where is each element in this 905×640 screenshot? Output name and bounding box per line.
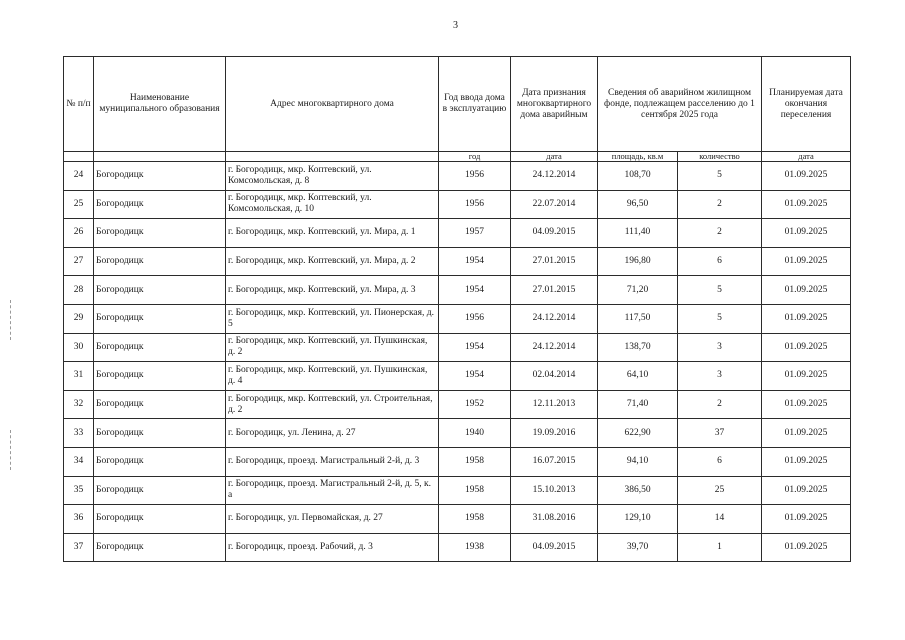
- year-cell: 1958: [439, 447, 511, 476]
- planned-date-cell: 01.09.2025: [762, 362, 851, 391]
- year-cell: 1954: [439, 333, 511, 362]
- area-cell: 39,70: [598, 533, 678, 562]
- address-cell: г. Богородицк, проезд. Магистральный 2-й, д. 3: [226, 447, 439, 476]
- count-cell: 2: [678, 219, 762, 248]
- date-recognized-cell: 16.07.2015: [511, 447, 598, 476]
- area-cell: 117,50: [598, 304, 678, 333]
- row-number: 32: [64, 390, 94, 419]
- units-num: [64, 152, 94, 162]
- table-row: [64, 447, 851, 476]
- units-planned-date: дата: [762, 152, 851, 162]
- municipality-cell: Богородицк: [94, 447, 226, 476]
- year-cell: 1954: [439, 362, 511, 391]
- table-row: [64, 505, 851, 534]
- area-cell: 108,70: [598, 162, 678, 191]
- year-cell: 1956: [439, 162, 511, 191]
- planned-date-cell: 01.09.2025: [762, 247, 851, 276]
- address-cell: г. Богородицк, мкр. Коптевский, ул. Комсомольская, д. 8: [226, 162, 439, 191]
- year-cell: 1938: [439, 533, 511, 562]
- table-row: [64, 390, 851, 419]
- planned-date-cell: 01.09.2025: [762, 476, 851, 505]
- planned-date-cell: 01.09.2025: [762, 276, 851, 305]
- row-number: 35: [64, 476, 94, 505]
- address-cell: г. Богородицк, мкр. Коптевский, ул. Пушкинская, д. 2: [226, 333, 439, 362]
- row-number: 34: [64, 447, 94, 476]
- planned-date-cell: 01.09.2025: [762, 533, 851, 562]
- header-year: Год ввода дома в эксплуатацию: [439, 57, 511, 152]
- municipality-cell: Богородицк: [94, 304, 226, 333]
- planned-date-cell: 01.09.2025: [762, 190, 851, 219]
- count-cell: 25: [678, 476, 762, 505]
- date-recognized-cell: 15.10.2013: [511, 476, 598, 505]
- municipality-cell: Богородицк: [94, 419, 226, 448]
- table-row: [64, 247, 851, 276]
- table-row: [64, 304, 851, 333]
- date-recognized-cell: 27.01.2015: [511, 276, 598, 305]
- year-cell: 1940: [439, 419, 511, 448]
- row-number: 36: [64, 505, 94, 534]
- year-cell: 1958: [439, 505, 511, 534]
- row-number: 24: [64, 162, 94, 191]
- address-cell: г. Богородицк, ул. Ленина, д. 27: [226, 419, 439, 448]
- year-cell: 1956: [439, 190, 511, 219]
- header-planned-date: Планируемая дата окончания переселения: [762, 57, 851, 152]
- year-cell: 1954: [439, 276, 511, 305]
- date-recognized-cell: 04.09.2015: [511, 219, 598, 248]
- row-number: 25: [64, 190, 94, 219]
- count-cell: 3: [678, 362, 762, 391]
- count-cell: 5: [678, 276, 762, 305]
- year-cell: 1954: [439, 247, 511, 276]
- page-number: 3: [453, 20, 458, 31]
- count-cell: 2: [678, 190, 762, 219]
- emergency-housing-table: [63, 56, 851, 562]
- municipality-cell: Богородицк: [94, 505, 226, 534]
- row-number: 33: [64, 419, 94, 448]
- address-cell: г. Богородицк, мкр. Коптевский, ул. Мира, д. 3: [226, 276, 439, 305]
- count-cell: 5: [678, 304, 762, 333]
- count-cell: 5: [678, 162, 762, 191]
- municipality-cell: Богородицк: [94, 276, 226, 305]
- row-number: 31: [64, 362, 94, 391]
- area-cell: 129,10: [598, 505, 678, 534]
- count-cell: 3: [678, 333, 762, 362]
- municipality-cell: Богородицк: [94, 533, 226, 562]
- date-recognized-cell: 27.01.2015: [511, 247, 598, 276]
- year-cell: 1957: [439, 219, 511, 248]
- year-cell: 1956: [439, 304, 511, 333]
- row-number: 27: [64, 247, 94, 276]
- year-cell: 1958: [439, 476, 511, 505]
- area-cell: 96,50: [598, 190, 678, 219]
- area-cell: 94,10: [598, 447, 678, 476]
- planned-date-cell: 01.09.2025: [762, 505, 851, 534]
- table-row: [64, 419, 851, 448]
- count-cell: 1: [678, 533, 762, 562]
- row-number: 30: [64, 333, 94, 362]
- table-row: [64, 333, 851, 362]
- address-cell: г. Богородицк, ул. Первомайская, д. 27: [226, 505, 439, 534]
- address-cell: г. Богородицк, проезд. Рабочий, д. 3: [226, 533, 439, 562]
- date-recognized-cell: 24.12.2014: [511, 162, 598, 191]
- units-area: площадь, кв.м: [598, 152, 678, 162]
- count-cell: 14: [678, 505, 762, 534]
- area-cell: 111,40: [598, 219, 678, 248]
- planned-date-cell: 01.09.2025: [762, 162, 851, 191]
- municipality-cell: Богородицк: [94, 390, 226, 419]
- date-recognized-cell: 04.09.2015: [511, 533, 598, 562]
- table-row: [64, 362, 851, 391]
- row-number: 37: [64, 533, 94, 562]
- municipality-cell: Богородицк: [94, 162, 226, 191]
- table-row: [64, 533, 851, 562]
- row-number: 29: [64, 304, 94, 333]
- date-recognized-cell: 24.12.2014: [511, 304, 598, 333]
- municipality-cell: Богородицк: [94, 247, 226, 276]
- row-number: 26: [64, 219, 94, 248]
- row-number: 28: [64, 276, 94, 305]
- table-row: [64, 276, 851, 305]
- table-row: [64, 190, 851, 219]
- area-cell: 196,80: [598, 247, 678, 276]
- address-cell: г. Богородицк, мкр. Коптевский, ул. Пионерская, д. 5: [226, 304, 439, 333]
- address-cell: г. Богородицк, мкр. Коптевский, ул. Пушкинская, д. 4: [226, 362, 439, 391]
- municipality-cell: Богородицк: [94, 190, 226, 219]
- municipality-cell: Богородицк: [94, 362, 226, 391]
- date-recognized-cell: 19.09.2016: [511, 419, 598, 448]
- area-cell: 386,50: [598, 476, 678, 505]
- date-recognized-cell: 24.12.2014: [511, 333, 598, 362]
- area-cell: 622,90: [598, 419, 678, 448]
- address-cell: г. Богородицк, мкр. Коптевский, ул. Строительная, д. 2: [226, 390, 439, 419]
- margin-mark: [10, 430, 12, 470]
- date-recognized-cell: 31.08.2016: [511, 505, 598, 534]
- date-recognized-cell: 22.07.2014: [511, 190, 598, 219]
- address-cell: г. Богородицк, мкр. Коптевский, ул. Мира, д. 1: [226, 219, 439, 248]
- count-cell: 6: [678, 447, 762, 476]
- municipality-cell: Богородицк: [94, 333, 226, 362]
- area-cell: 64,10: [598, 362, 678, 391]
- margin-mark: [10, 300, 12, 340]
- address-cell: г. Богородицк, мкр. Коптевский, ул. Комсомольская, д. 10: [226, 190, 439, 219]
- address-cell: г. Богородицк, проезд. Магистральный 2-й, д. 5, к. а: [226, 476, 439, 505]
- units-year: год: [439, 152, 511, 162]
- table-row: [64, 219, 851, 248]
- count-cell: 6: [678, 247, 762, 276]
- table-row: [64, 476, 851, 505]
- header-address: Адрес многоквартирного дома: [226, 57, 439, 152]
- header-municipality: Наименование муниципального образования: [94, 57, 226, 152]
- units-address: [226, 152, 439, 162]
- units-count: количество: [678, 152, 762, 162]
- date-recognized-cell: 12.11.2013: [511, 390, 598, 419]
- date-recognized-cell: 02.04.2014: [511, 362, 598, 391]
- table-row: [64, 162, 851, 191]
- planned-date-cell: 01.09.2025: [762, 333, 851, 362]
- address-cell: г. Богородицк, мкр. Коптевский, ул. Мира, д. 2: [226, 247, 439, 276]
- year-cell: 1952: [439, 390, 511, 419]
- planned-date-cell: 01.09.2025: [762, 390, 851, 419]
- header-date-recognized: Дата признания многоквартирного дома аварийным: [511, 57, 598, 152]
- planned-date-cell: 01.09.2025: [762, 447, 851, 476]
- area-cell: 71,20: [598, 276, 678, 305]
- planned-date-cell: 01.09.2025: [762, 304, 851, 333]
- municipality-cell: Богородицк: [94, 219, 226, 248]
- header-num: № п/п: [64, 57, 94, 152]
- municipality-cell: Богородицк: [94, 476, 226, 505]
- area-cell: 138,70: [598, 333, 678, 362]
- units-municipality: [94, 152, 226, 162]
- area-cell: 71,40: [598, 390, 678, 419]
- count-cell: 2: [678, 390, 762, 419]
- header-emergency-info: Сведения об аварийном жилищном фонде, подлежащем расселению до 1 сентября 2025 года: [598, 57, 762, 152]
- planned-date-cell: 01.09.2025: [762, 419, 851, 448]
- units-date-recognized: дата: [511, 152, 598, 162]
- planned-date-cell: 01.09.2025: [762, 219, 851, 248]
- count-cell: 37: [678, 419, 762, 448]
